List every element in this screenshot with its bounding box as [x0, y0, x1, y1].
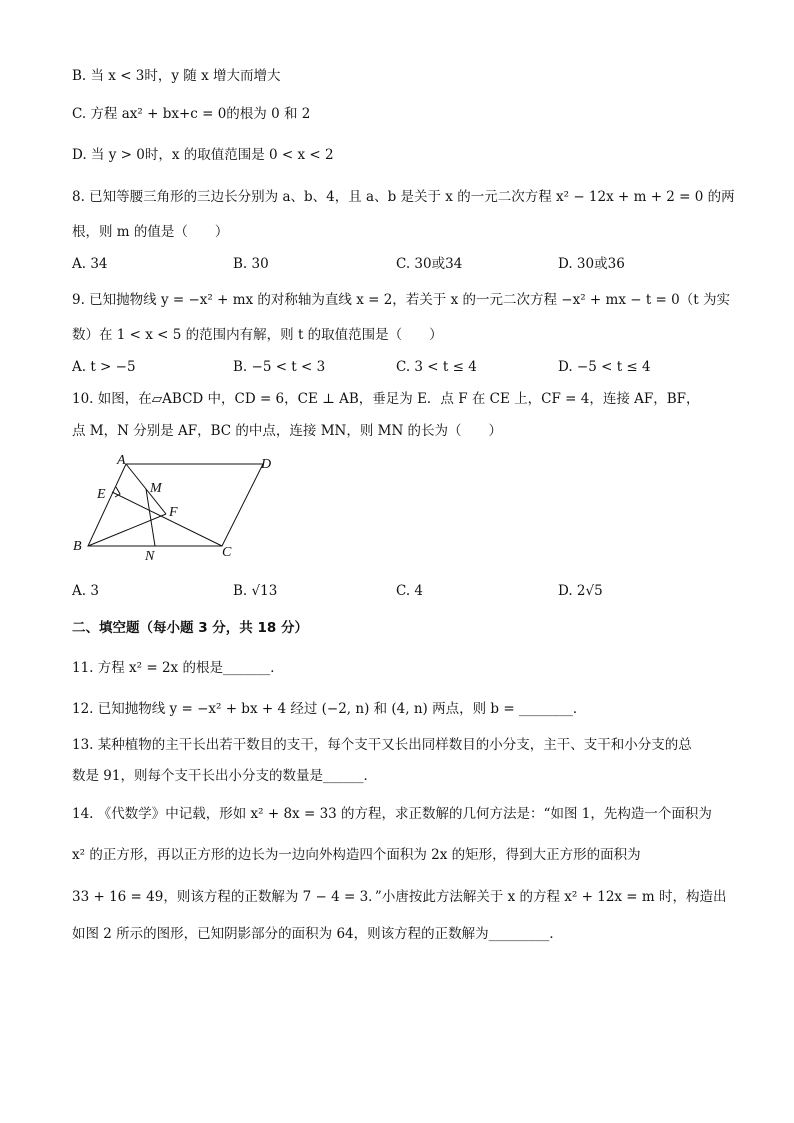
label-m: M — [150, 481, 162, 496]
q8-option-c: C. 30或34 — [396, 256, 463, 272]
q12-stem: 12. 已知抛物线 y = −x² + bx + 4 经过 (−2, n) 和 (4, n) 两点，则 b = ________． — [72, 701, 587, 717]
q8-stem-line1: 8. 已知等腰三角形的三边长分别为 a、b、4，且 a、b 是关于 x 的一元二次方程 x² − 12x + m + 2 = 0 的两 — [72, 189, 735, 205]
q7-option-d: D. 当 y > 0时，x 的取值范围是 0 < x < 2 — [72, 147, 334, 163]
label-n: N — [145, 549, 155, 564]
q13-stem-line2: 数是 91，则每个支干长出小分支的数量是______． — [72, 768, 377, 784]
q9-option-b: B. −5 < t < 3 — [233, 359, 326, 375]
q8-stem-line2: 根，则 m 的值是（ ） — [72, 224, 229, 240]
parallelogram-figure — [70, 452, 310, 567]
label-e: E — [97, 487, 106, 502]
q8-option-a: A. 34 — [72, 256, 108, 272]
q9-option-c: C. 3 < t ≤ 4 — [396, 359, 477, 375]
section-2-title: 二、填空题（每小题 3 分，共 18 分） — [72, 620, 308, 636]
q13-stem-line1: 13. 某种植物的主干长出若干数目的支干，每个支干又长出同样数目的小分支，主干、支干和小分支的总 — [72, 737, 692, 753]
q10-stem-line1: 10. 如图，在▱ABCD 中，CD = 6，CE ⊥ AB，垂足为 E．点 F 在 CE 上，CF = 4，连接 AF，BF， — [72, 391, 700, 407]
label-b: B — [73, 539, 82, 554]
q14-stem-line3: 33 + 16 = 49，则该方程的正数解为 7 − 4 = 3．”小唐按此方法解关于 x 的方程 x² + 12x = m 时，构造出 — [72, 889, 727, 905]
label-d: D — [261, 457, 272, 472]
q9-stem-line1: 9. 已知抛物线 y = −x² + mx 的对称轴为直线 x = 2，若关于 x 的一元二次方程 −x² + mx − t = 0（t 为实 — [72, 292, 730, 308]
q8-option-b: B. 30 — [233, 256, 269, 272]
label-a: A — [117, 453, 126, 468]
q11-stem: 11. 方程 x² = 2x 的根是_______． — [72, 660, 284, 676]
q10-option-a: A. 3 — [72, 583, 99, 599]
label-c: C — [222, 545, 232, 560]
q10-option-c: C. 4 — [396, 583, 424, 599]
q14-stem-line1: 14. 《代数学》中记载，形如 x² + 8x = 33 的方程，求正数解的几何方法是：“如图 1，先构造一个面积为 — [72, 806, 712, 822]
q8-option-d: D. 30或36 — [558, 256, 625, 272]
q7-option-c: C. 方程 ax² + bx+c = 0的根为 0 和 2 — [72, 106, 311, 122]
q9-option-a: A. t > −5 — [72, 359, 136, 375]
q7-option-b: B. 当 x < 3时，y 随 x 增大而增大 — [72, 68, 281, 84]
segment-ce — [112, 492, 222, 546]
q9-option-d: D. −5 < t ≤ 4 — [558, 359, 651, 375]
q10-option-b: B. √13 — [233, 583, 278, 599]
segment-mn — [146, 489, 155, 546]
q10-option-d: D. 2√5 — [558, 583, 603, 599]
q14-stem-line2: x² 的正方形，再以正方形的边长为一边向外构造四个面积为 2x 的矩形，得到大正方形的面积为 — [72, 847, 641, 863]
label-f: F — [169, 505, 178, 520]
q9-stem-line2: 数）在 1 < x < 5 的范围内有解，则 t 的取值范围是（ ） — [72, 327, 443, 343]
q10-stem-line2: 点 M，N 分别是 AF，BC 的中点，连接 MN，则 MN 的长为（ ） — [72, 423, 503, 439]
q14-stem-line4: 如图 2 所示的图形，已知阴影部分的面积为 64，则该方程的正数解为_________． — [72, 926, 563, 942]
